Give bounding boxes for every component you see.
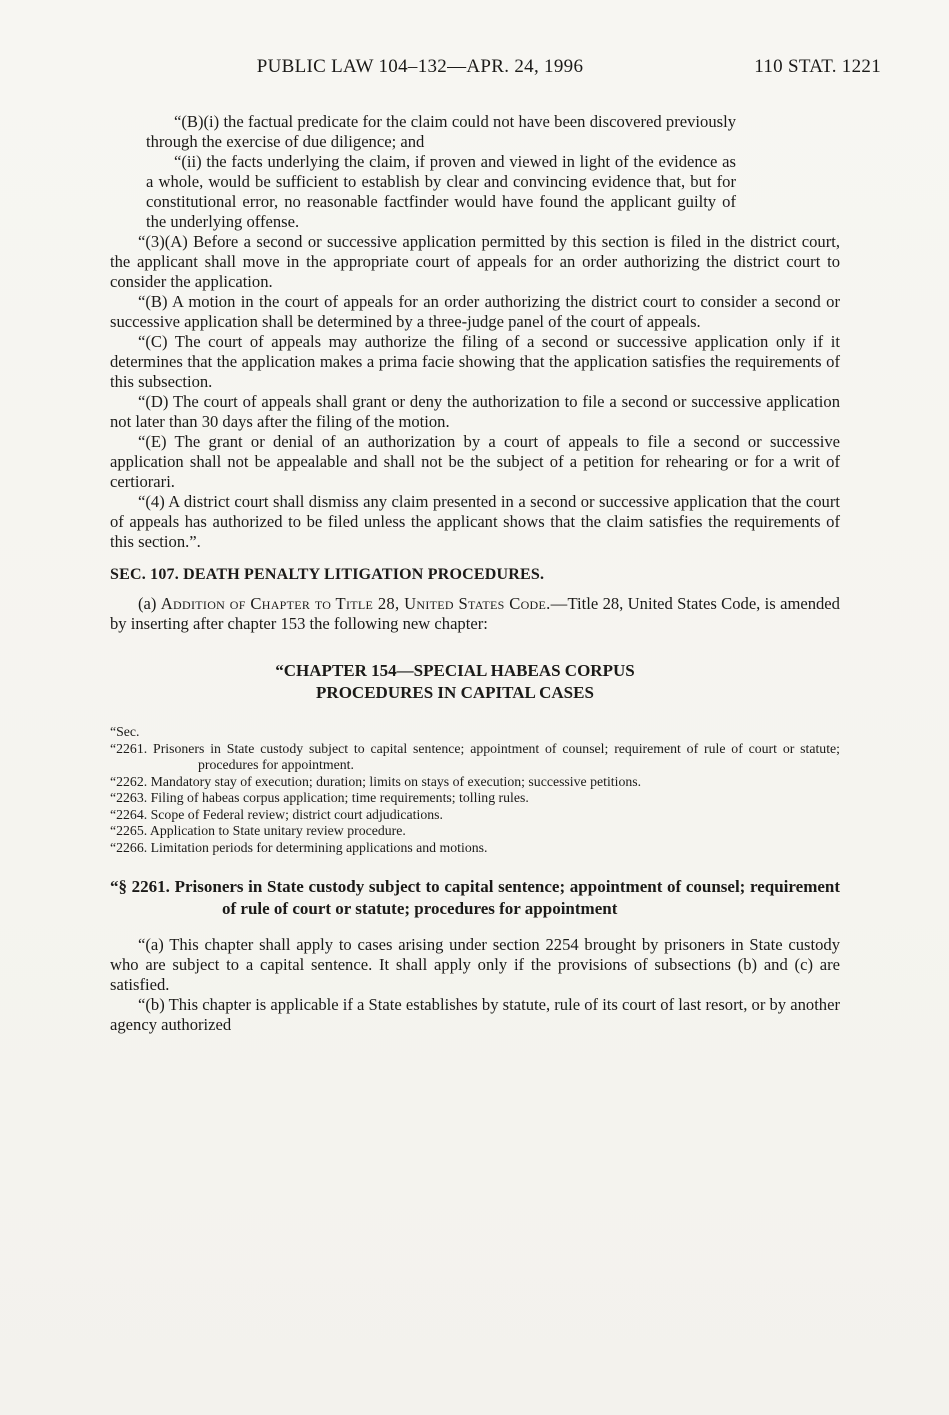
law-title: PUBLIC LAW 104–132—APR. 24, 1996 — [256, 56, 584, 77]
subsection-a-paragraph — [110, 594, 840, 634]
statute-body — [110, 112, 840, 1035]
toc-label: “Sec. — [110, 724, 140, 739]
section-2261-title: Prisoners in State custody subject to capital sentence; appointment of counsel; requirement of rule of court or statute; procedures for appointment — [174, 877, 841, 918]
subsection-a-rest: Title 28, United States Code, is amended by inserting after chapter 153 the following new chapter: — [110, 594, 840, 633]
toc-item-2266 — [110, 840, 840, 857]
toc-item-number: “2261. — [110, 740, 148, 756]
section-107-heading: SEC. 107. DEATH PENALTY LITIGATION PROCEDURES. — [110, 566, 545, 583]
toc-item-number: “2266. — [110, 839, 148, 855]
chapter-154-heading — [110, 660, 800, 704]
toc-item-text: Mandatory stay of execution; duration; limits on stays of execution; successive petitions. — [150, 773, 642, 789]
statute-paragraph-3B: “(B) A motion in the court of appeals for an order authorizing the district court to consider a second or successive application shall be determined by a three-judge panel of the court of appeals. — [110, 292, 840, 331]
toc-item-text: Scope of Federal review; district court adjudications. — [150, 806, 443, 822]
text-column — [110, 56, 881, 1035]
page-header — [110, 56, 881, 86]
toc-item-number: “2264. — [110, 806, 148, 822]
chapter-heading-line2: PROCEDURES IN CAPITAL CASES — [316, 683, 594, 702]
toc-item-text: Limitation periods for determining applications and motions. — [150, 839, 488, 855]
statute-paragraph-ii: “(ii) the facts underlying the claim, if proven and viewed in light of the evidence as a whole, would be sufficient to establish by clear and convincing evidence that, but for constitutional error, no reasonable factfinder would have found the applicant guilty of the underlying offense. — [146, 152, 736, 231]
statute-paragraph-3D: “(D) The court of appeals shall grant or deny the authorization to file a second or successive application not later than 30 days after the filing of the motion. — [110, 392, 840, 431]
toc-item-text: Prisoners in State custody subject to capital sentence; appointment of counsel; requirement of rule of court or statute; procedures for appointment. — [153, 740, 840, 772]
toc-item-2263 — [110, 790, 840, 807]
toc-item-2264 — [110, 807, 840, 824]
toc-item-number: “2263. — [110, 790, 148, 805]
chapter-heading-line1: “CHAPTER 154—SPECIAL HABEAS CORPUS — [275, 661, 635, 680]
subsection-a-smallcaps: Addition of Chapter to Title 28, United States Code.— — [160, 594, 568, 613]
statute-paragraph-4: “(4) A district court shall dismiss any claim presented in a second or successive application that the court of appeals has authorized to be filed unless the applicant shows that the claim satisfies the requirements of this section.”. — [110, 492, 840, 551]
statute-page-number: 110 STAT. 1221 — [754, 56, 881, 77]
section-2261-number: “§ 2261. — [110, 877, 170, 896]
statute-paragraph-3A: “(3)(A) Before a second or successive application permitted by this section is filed in the district court, the applicant shall move in the appropriate court of appeals for an order authorizing the district court to consider the application. — [110, 232, 840, 291]
toc-item-number: “2262. — [110, 773, 148, 789]
section-2261-paragraph-a: “(a) This chapter shall apply to cases arising under section 2254 brought by prisoners in State custody who are subject to a capital sentence. It shall apply only if the provisions of subsections (b) and (c) are satisfied. — [110, 935, 840, 994]
section-analysis-toc — [110, 724, 840, 856]
toc-item-text: Application to State unitary review procedure. — [149, 823, 406, 838]
statute-paragraph-3E: “(E) The grant or denial of an authorization by a court of appeals to file a second or successive application shall not be appealable and shall not be the subject of a petition for rehearing or for a writ of certiorari. — [110, 432, 840, 491]
section-2261-heading — [110, 876, 840, 920]
subsection-a-lead: (a) — [138, 594, 161, 613]
toc-item-text: Filing of habeas corpus application; time requirements; tolling rules. — [150, 790, 529, 805]
section-2261-paragraph-b: “(b) This chapter is applicable if a State establishes by statute, rule of its court of last resort, or by another agency authorized — [110, 995, 840, 1034]
statute-paragraph-3C: “(C) The court of appeals may authorize the filing of a second or successive application only if it determines that the application makes a prima facie showing that the application satisfies the requirements of this subsection. — [110, 332, 840, 391]
toc-item-2265 — [110, 823, 840, 840]
toc-item-number: “2265. — [110, 823, 148, 838]
toc-item-2262 — [110, 774, 840, 791]
toc-item-2261 — [110, 741, 840, 774]
statute-paragraph-Bi: “(B)(i) the factual predicate for the claim could not have been discovered previously through the exercise of due diligence; and — [146, 112, 736, 151]
